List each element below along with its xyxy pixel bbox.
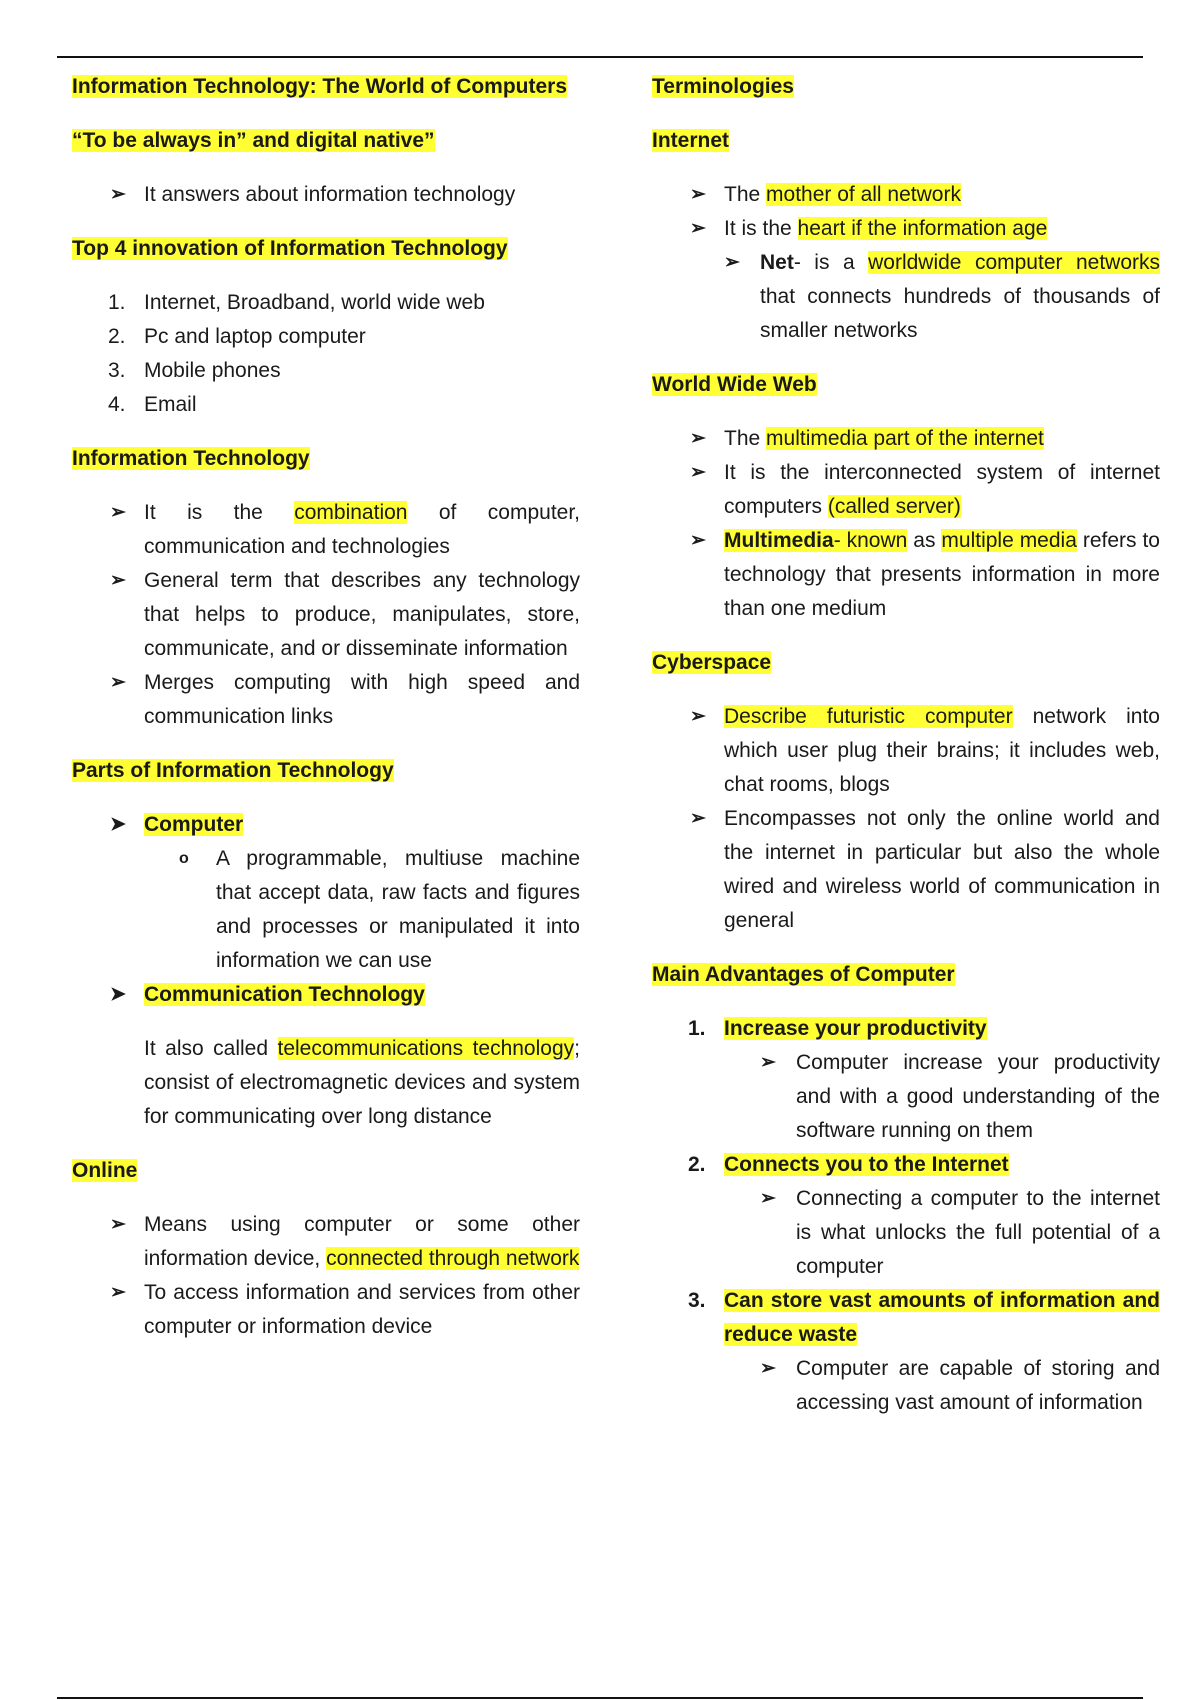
list-item: ➢ Merges computing with high speed and communication links — [72, 666, 580, 734]
list-item: ➢ Means using computer or some other information device, connected through network — [72, 1208, 580, 1276]
list-item: ➢ Net- is a worldwide computer networks that connects hundreds of thousands of smaller networks — [652, 246, 1160, 348]
top-rule — [57, 56, 1143, 58]
list-item: ➤ Computer — [72, 808, 580, 842]
list-item: ➢ Computer increase your productivity and with a good understanding of the software running on them — [652, 1046, 1160, 1148]
list-item: 4. Email — [108, 393, 197, 416]
list-item: ➢ It is the combination of computer, communication and technologies — [72, 496, 580, 564]
paragraph: It also called telecommunications technology; consist of electromagnetic devices and system for communicating over long distance — [144, 1037, 580, 1128]
arrow-bullet-icon: ➢ — [110, 1282, 126, 1303]
list-item: ➢ The multimedia part of the internet — [652, 422, 1160, 456]
arrow-bullet-icon: ➢ — [110, 570, 126, 591]
list-item: ➢ The mother of all network — [652, 178, 1160, 212]
list-item: 1. Increase your productivity — [688, 1017, 987, 1040]
list-item: 1. Internet, Broadband, world wide web — [108, 291, 485, 314]
arrow-bullet-icon: ➢ — [110, 184, 126, 205]
list-item: 2. Connects you to the Internet — [688, 1153, 1009, 1176]
list-item: o A programmable, multiuse machine that accept data, raw facts and figures and processes or manipulated it into information we can use — [72, 842, 580, 978]
arrow-bullet-icon: ➢ — [690, 530, 706, 551]
arrow-bullet-icon: ➢ — [760, 1188, 776, 1209]
list-item: ➢ It is the heart if the information age — [652, 212, 1160, 246]
arrow-bullet-icon: ➢ — [110, 672, 126, 693]
arrow-bullet-icon: ➢ — [690, 428, 706, 449]
section-heading-it: Information Technology — [72, 447, 310, 470]
list-item: ➢ Encompasses not only the online world and the internet in particular but also the whole wired and wireless world of communication in general — [652, 802, 1160, 938]
list-item: ➢ Multimedia- known as multiple media refers to technology that presents information in more than one medium — [652, 524, 1160, 626]
list-item: ➤ Communication Technology — [72, 978, 580, 1012]
section-heading-www: World Wide Web — [652, 373, 817, 396]
arrow-bullet-icon: ➢ — [690, 706, 706, 727]
arrow-bullet-icon: ➢ — [690, 462, 706, 483]
list-item: ➢ Computer are capable of storing and accessing vast amount of information — [652, 1352, 1160, 1420]
arrow-bullet-icon: ➢ — [690, 218, 706, 239]
bottom-rule — [57, 1697, 1143, 1699]
section-heading-parts: Parts of Information Technology — [72, 759, 394, 782]
arrow-bullet-icon: ➢ — [690, 184, 706, 205]
arrow-bullet-icon: ➢ — [760, 1358, 776, 1379]
doc-title: Information Technology: The World of Computers — [72, 75, 568, 98]
list-item: 3. Mobile phones — [108, 359, 281, 382]
doc-subtitle: “To be always in” and digital native” — [72, 129, 435, 152]
list-item: ➢ General term that describes any technology that helps to produce, manipulates, store, communicate, and or disseminate information — [72, 564, 580, 666]
arrow-bullet-icon: ➤ — [110, 814, 126, 835]
list-item: 3. Can store vast amounts of information and reduce waste — [688, 1289, 1160, 1346]
list-item: ➢ Connecting a computer to the internet is what unlocks the full potential of a computer — [652, 1182, 1160, 1284]
circle-bullet-icon: o — [179, 850, 189, 867]
arrow-bullet-icon: ➢ — [724, 252, 740, 273]
section-heading-online: Online — [72, 1159, 138, 1182]
arrow-bullet-icon: ➤ — [110, 984, 126, 1005]
list-item: ➢ Describe futuristic computer network into which user plug their brains; it includes web, chat rooms, blogs — [652, 700, 1160, 802]
right-column — [652, 70, 1160, 1420]
section-heading-terms: Terminologies — [652, 75, 794, 98]
section-heading-cyberspace: Cyberspace — [652, 651, 772, 674]
section-heading-top4: Top 4 innovation of Information Technology — [72, 237, 508, 260]
arrow-bullet-icon: ➢ — [690, 808, 706, 829]
list-item: 2. Pc and laptop computer — [108, 325, 366, 348]
section-heading-advantages: Main Advantages of Computer — [652, 963, 955, 986]
list-item: ➢ It is the interconnected system of internet computers (called server) — [652, 456, 1160, 524]
arrow-bullet-icon: ➢ — [110, 502, 126, 523]
list-item: ➢ It answers about information technology — [72, 178, 580, 212]
arrow-bullet-icon: ➢ — [760, 1052, 776, 1073]
arrow-bullet-icon: ➢ — [110, 1214, 126, 1235]
section-heading-internet: Internet — [652, 129, 730, 152]
list-item: ➢ To access information and services from other computer or information device — [72, 1276, 580, 1344]
left-column — [72, 70, 580, 1344]
